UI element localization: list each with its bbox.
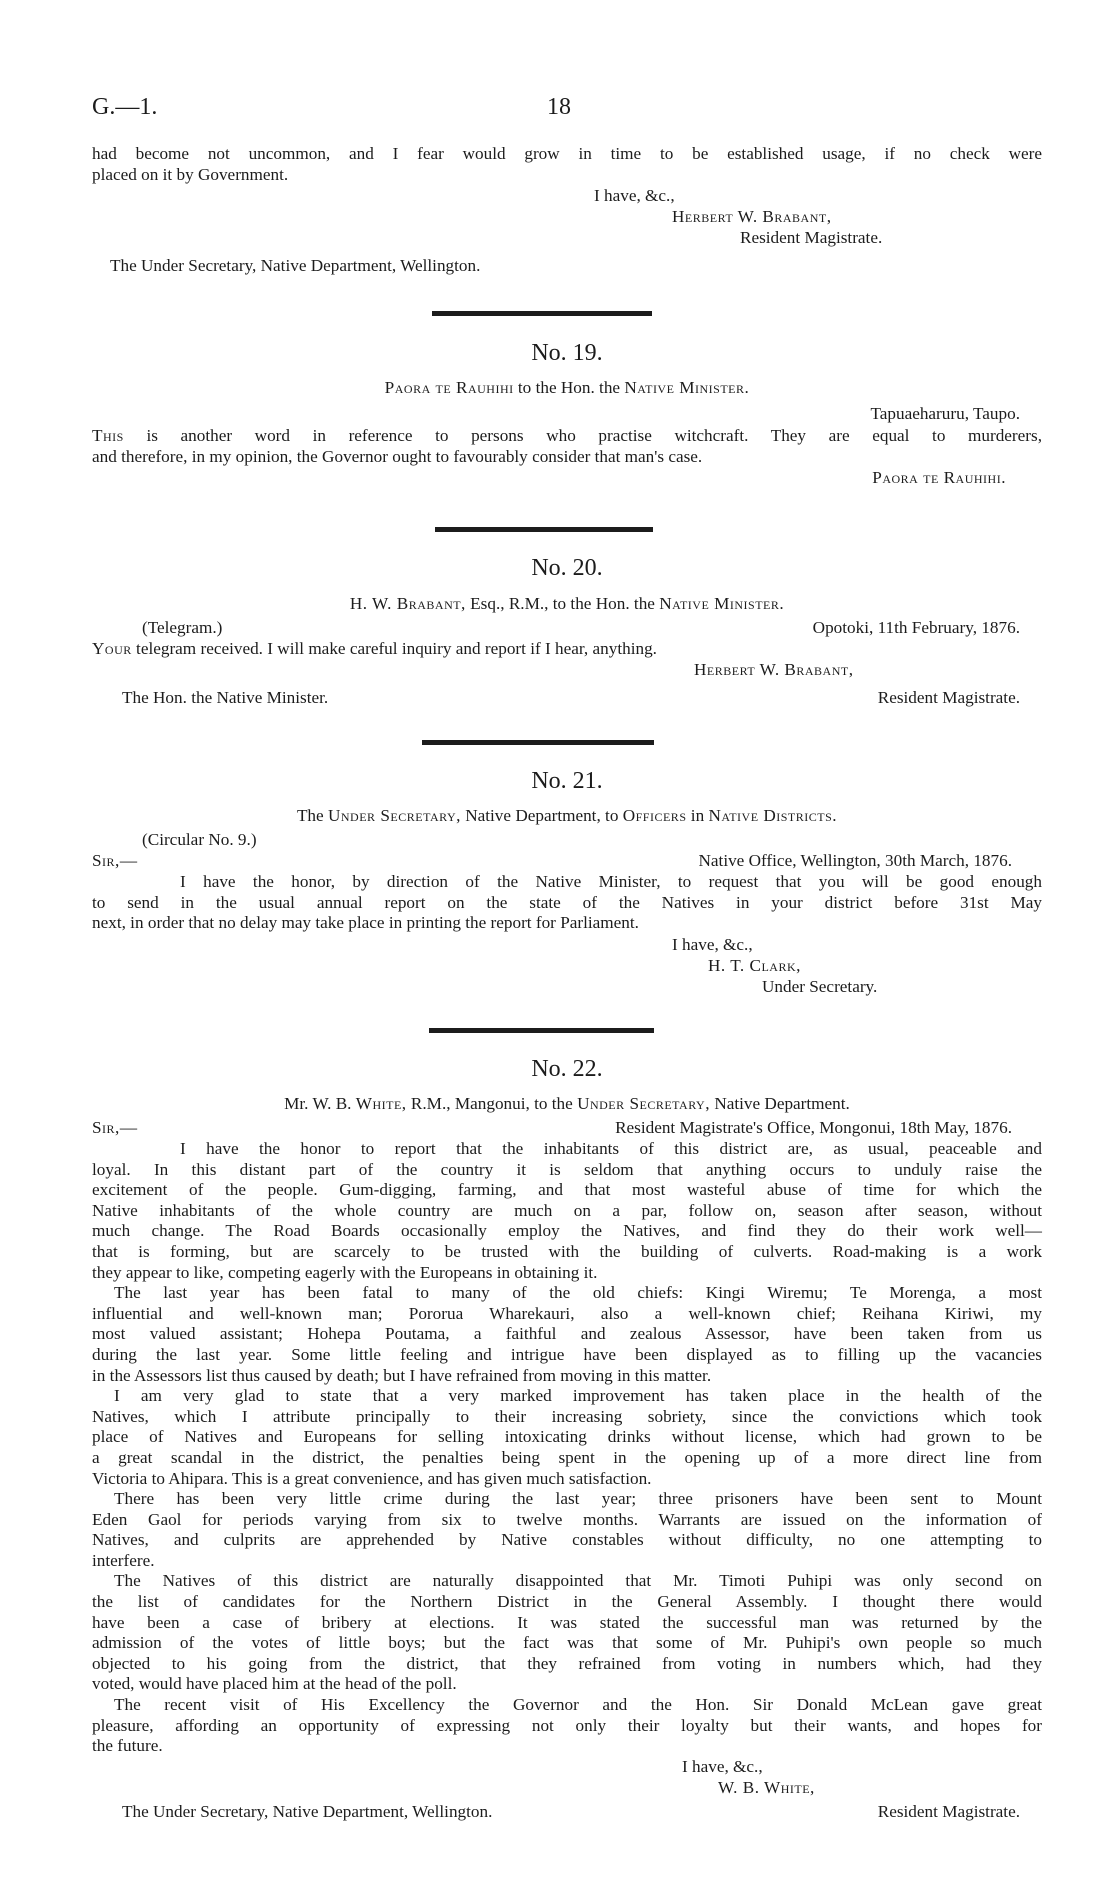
signature-title: Under Secretary. (762, 977, 878, 996)
text-line: most valued assistant; Hohepa Poutama, a faithful and zealous Assessor, have been taken from us (92, 1324, 1042, 1344)
text-line: voted, would have placed him at the head of the poll. (92, 1674, 457, 1694)
lead-word: This (92, 426, 124, 445)
letter18-body (92, 144, 1042, 185)
addressee: The Under Secretary, Native Department, Wellington. (110, 256, 481, 275)
section-divider (429, 1028, 654, 1033)
text-line: the future. (92, 1736, 163, 1756)
sender-name: H. W. Brabant, (349, 594, 466, 613)
letter-number: No. 19. (531, 340, 603, 366)
text-line: influential and well-known man; Pororua Wharekauri, also a well-known chief; Reihana Kiriwi, my (92, 1303, 1042, 1323)
place: Tapuaeharuru, Taupo. (870, 404, 1020, 423)
letter-number: No. 22. (531, 1056, 603, 1082)
text-line: loyal. In this distant part of the country it is seldom that anything occurs to unduly raise the (92, 1159, 1042, 1179)
text-line: that is forming, but are scarcely to be trusted with the building of culverts. Road-making is a work (92, 1241, 1042, 1261)
text-line: to send in the usual annual report on the state of the Natives in your district before 31st May (92, 892, 1042, 912)
letter-number: No. 21. (531, 768, 603, 794)
closing: I have, &c., (672, 935, 753, 954)
text-line: had become not uncommon, and I fear would grow in time to be established usage, if no check were (92, 144, 1042, 163)
text-line: Victoria to Ahipara. This is a great convenience, and has given much satisfaction. (92, 1468, 652, 1488)
text-line: I have the honor, by direction of the Native Minister, to request that you will be good enough (180, 872, 1042, 891)
letter-heading (92, 594, 1042, 615)
text-line: pleasure, affording an opportunity of expressing not only their loyalty but their wants, and hopes for (92, 1715, 1042, 1735)
place-date: Opotoki, 11th February, 1876. (812, 618, 1020, 637)
text-line: and therefore, in my opinion, the Governor ought to favourably consider that man's case. (92, 446, 703, 466)
page-reference: G.—1. (92, 94, 158, 120)
signature-title: Resident Magistrate. (877, 688, 1020, 707)
signature-title: Resident Magistrate. (740, 228, 883, 247)
text-line: next, in order that no delay may take place in printing the report for Parliament. (92, 913, 639, 933)
signature: H. T. Clark, (708, 956, 801, 975)
text-line: Eden Gaol for periods varying from six to twelve months. Warrants are issued on the information of (92, 1509, 1042, 1529)
text-line: place of Natives and Europeans for selling intoxicating drinks without license, which had grown to be (92, 1427, 1042, 1447)
signature-title: Resident Magistrate. (877, 1802, 1020, 1821)
letter-heading: The Under Secretary, Native Department, to Officers in Native Districts. (296, 806, 838, 825)
text-line: I am very glad to state that a very marked improvement has taken place in the health of the (114, 1386, 1042, 1406)
letter20-body: Your telegram received. I will make careful inquiry and report if I hear, anything. (92, 639, 657, 658)
text-line: during the last year. Some little feeling and intrigue have been displayed as to filling up the vacancies (92, 1344, 1042, 1364)
text-line: they appear to like, competing eagerly with the Europeans in obtaining it. (92, 1262, 598, 1282)
recipient-role: Native Minister. (624, 378, 750, 397)
text-line: There has been very little crime during the last year; three prisoners have been sent to Mount (114, 1489, 1042, 1509)
text-line: The recent visit of His Excellency the Governor and the Hon. Sir Donald McLean gave great (114, 1695, 1042, 1715)
text-line: the list of candidates for the Northern District in the General Assembly. I thought there would (92, 1592, 1042, 1612)
text-line: in the Assessors list thus caused by death; but I have refrained from moving in this matter. (92, 1365, 712, 1385)
place-date: Resident Magistrate's Office, Mongonui, 18th May, 1876. (615, 1118, 1012, 1137)
letter21-body (92, 872, 1042, 934)
heading-text: Esq., R.M., to the Hon. the (470, 594, 655, 613)
text-line: have been a case of bribery at elections. It was stated the successful man was returned by the (92, 1612, 1042, 1632)
letter-heading: Mr. W. B. White, R.M., Mangonui, to the Under Secretary, Native Department. (284, 1094, 850, 1113)
addressee: The Under Secretary, Native Department, Wellington. (122, 1802, 493, 1821)
section-divider (435, 527, 653, 532)
letter19-body (92, 426, 1042, 467)
text-line: Native inhabitants of the whole country are much on a par, follow on, season after season, without (92, 1200, 1042, 1220)
text-line: objected to his going from the district, that they refrained from voting in numbers which, had they (92, 1653, 1042, 1673)
lead-word: Your (92, 639, 132, 658)
signature: W. B. White, (718, 1778, 815, 1797)
closing: I have, &c., (682, 1757, 763, 1776)
letter22-body (92, 1139, 1042, 1757)
signature: Herbert W. Brabant, (672, 207, 832, 226)
document-page (92, 0, 1042, 1891)
letter-heading (92, 378, 1042, 399)
message-type: (Telegram.) (142, 618, 223, 637)
salutation: Sir,— (92, 851, 138, 870)
circular-number: (Circular No. 9.) (142, 830, 257, 849)
section-divider (432, 311, 652, 316)
heading-text: to the Hon. the (517, 378, 621, 397)
signature: Paora te Rauhihi. (872, 468, 1006, 487)
text-line: interfere. (92, 1550, 155, 1570)
recipient-role: Native Minister. (659, 594, 785, 613)
addressee: The Hon. the Native Minister. (122, 688, 329, 707)
sender-name: Paora te Rauhihi (384, 378, 514, 397)
page-number: 18 (547, 94, 571, 120)
text-line: The Natives of this district are naturally disappointed that Mr. Timoti Puhipi was only second on (114, 1571, 1042, 1591)
text-line: The last year has been fatal to many of the old chiefs: Kingi Wiremu; Te Morenga, a most (114, 1283, 1042, 1303)
text-line: a great scandal in the district, the penalties being spent in the opening up of a more direct line from (92, 1447, 1042, 1467)
text-line: Natives, and culprits are apprehended by Native constables without difficulty, no one attempting to (92, 1530, 1042, 1550)
text-line: much change. The Road Boards occasionally employ the Natives, and find they do their work well— (92, 1221, 1042, 1241)
text-line: This is another word in reference to persons who practise witchcraft. They are equal to murderers, (92, 426, 1042, 445)
salutation: Sir,— (92, 1118, 138, 1137)
signature: Herbert W. Brabant, (694, 660, 854, 679)
text-line: admission of the votes of little boys; but the fact was that some of Mr. Puhipi's own people so much (92, 1633, 1042, 1653)
closing: I have, &c., (594, 186, 675, 205)
text-line: Natives, which I attribute principally to their increasing sobriety, since the convictions which took (92, 1406, 1042, 1426)
text-line: placed on it by Government. (92, 164, 289, 184)
text-line: excitement of the people. Gum-digging, farming, and that most wasteful abuse of time for which the (92, 1180, 1042, 1200)
place-date: Native Office, Wellington, 30th March, 1876. (698, 851, 1012, 870)
section-divider (422, 740, 654, 745)
letter-number: No. 20. (531, 555, 603, 581)
text-line: I have the honor to report that the inhabitants of this district are, as usual, peaceable and (180, 1139, 1042, 1158)
